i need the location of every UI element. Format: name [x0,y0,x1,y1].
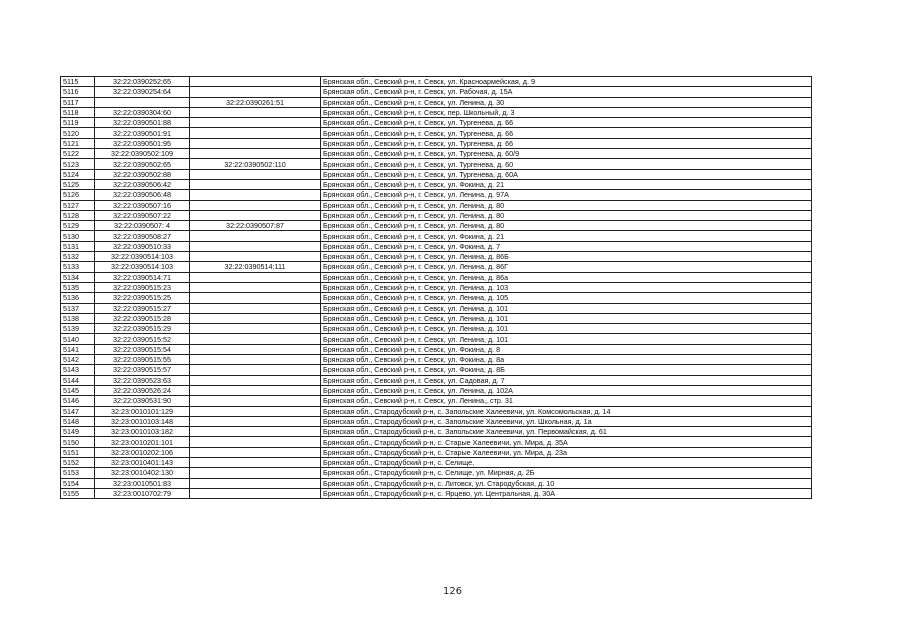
linked-cadastral-number-cell [190,200,321,210]
cadastral-number-cell: 32:22:0390506:42 [95,179,190,189]
cadastral-number-cell: 32:22:0390254:64 [95,87,190,97]
table-row [61,107,812,117]
linked-cadastral-number-cell [190,138,321,148]
address-cell: Брянская обл., Севский р-н, г. Севск, ул. Ленина, д. 102А [321,385,812,395]
address-cell: Брянская обл., Севский р-н, г. Севск, ул. Ленина, д. 86Б [321,252,812,262]
row-number-cell: 5148 [61,416,95,426]
table-row [61,262,812,272]
row-number-cell: 5121 [61,138,95,148]
address-cell: Брянская обл., Севский р-н, г. Севск, ул. Ленина, д. 101 [321,324,812,334]
cadastral-number-cell: 32:22:0390501:91 [95,128,190,138]
row-number-cell: 5138 [61,313,95,323]
address-cell: Брянская обл., Севский р-н, г. Севск, ул. Тургенева, д. 66 [321,118,812,128]
linked-cadastral-number-cell [190,272,321,282]
table-row [61,396,812,406]
row-number-cell: 5123 [61,159,95,169]
table-row [61,427,812,437]
table-row [61,303,812,313]
address-cell: Брянская обл., Севский р-н, г. Севск, ул. Фокина, д. 8Б [321,365,812,375]
row-number-cell: 5116 [61,87,95,97]
linked-cadastral-number-cell: 32:22:0390507:87 [190,221,321,231]
address-cell: Брянская обл., Стародубский р-н, с. Запольские Халеевичи, ул. Комсомольская, д. 14 [321,406,812,416]
table-row [61,334,812,344]
cadastral-number-cell: 32:22:0390514:103 [95,262,190,272]
row-number-cell: 5147 [61,406,95,416]
address-cell: Брянская обл., Севский р-н, г. Севск, пер. Школьный, д. 3 [321,107,812,117]
table-row [61,77,812,87]
row-number-cell: 5143 [61,365,95,375]
table-row [61,406,812,416]
linked-cadastral-number-cell [190,107,321,117]
linked-cadastral-number-cell [190,313,321,323]
cadastral-number-cell: 32:23:0010702:79 [95,488,190,498]
address-cell: Брянская обл., Севский р-н, г. Севск, ул. Ленина, д. 86а [321,272,812,282]
row-number-cell: 5118 [61,107,95,117]
table-row [61,179,812,189]
table-row [61,385,812,395]
cadastral-number-cell: 32:22:0390526:24 [95,385,190,395]
cadastral-number-cell: 32:22:0390515:28 [95,313,190,323]
address-cell: Брянская обл., Севский р-н, г. Севск, ул. Тургенева, д. 66 [321,128,812,138]
linked-cadastral-number-cell [190,416,321,426]
address-cell: Брянская обл., Севский р-н, г. Севск, ул. Красноармейская, д. 9 [321,77,812,87]
table-row [61,313,812,323]
table-row [61,231,812,241]
address-cell: Брянская обл., Стародубский р-н, с. Старые Халеевичи, ул. Мира, д. 23а [321,447,812,457]
address-cell: Брянская обл., Севский р-н, г. Севск, ул. Фокина, д. 21 [321,179,812,189]
cadastral-number-cell: 32:22:0390501:95 [95,138,190,148]
linked-cadastral-number-cell [190,468,321,478]
cadastral-number-cell [95,97,190,107]
cadastral-number-cell: 32:22:0390502:88 [95,169,190,179]
cadastral-number-cell: 32:22:0390523:63 [95,375,190,385]
row-number-cell: 5137 [61,303,95,313]
row-number-cell: 5152 [61,457,95,467]
linked-cadastral-number-cell [190,77,321,87]
linked-cadastral-number-cell [190,231,321,241]
address-cell: Брянская обл., Стародубский р-н, с. Запольские Халеевичи, ул. Школьная, д. 1а [321,416,812,426]
table-row [61,190,812,200]
linked-cadastral-number-cell [190,303,321,313]
row-number-cell: 5135 [61,282,95,292]
table-row [61,344,812,354]
linked-cadastral-number-cell [190,169,321,179]
address-cell: Брянская обл., Севский р-н, г. Севск, ул. Тургенева, д. 60А [321,169,812,179]
row-number-cell: 5146 [61,396,95,406]
address-cell: Брянская обл., Стародубский р-н, с. Селище, [321,457,812,467]
registry-table-body [61,77,812,499]
linked-cadastral-number-cell [190,457,321,467]
table-row [61,355,812,365]
row-number-cell: 5132 [61,252,95,262]
address-cell: Брянская обл., Севский р-н, г. Севск, ул. Ленина, д. 30 [321,97,812,107]
row-number-cell: 5149 [61,427,95,437]
row-number-cell: 5133 [61,262,95,272]
linked-cadastral-number-cell [190,437,321,447]
row-number-cell: 5141 [61,344,95,354]
cadastral-number-cell: 32:22:0390514:103 [95,252,190,262]
row-number-cell: 5134 [61,272,95,282]
row-number-cell: 5151 [61,447,95,457]
row-number-cell: 5126 [61,190,95,200]
cadastral-number-cell: 32:22:0390508:27 [95,231,190,241]
row-number-cell: 5127 [61,200,95,210]
linked-cadastral-number-cell [190,241,321,251]
cadastral-number-cell: 32:22:0390515:25 [95,293,190,303]
table-row [61,447,812,457]
cadastral-number-cell: 32:22:0390304:60 [95,107,190,117]
cadastral-number-cell: 32:22:0390510:33 [95,241,190,251]
linked-cadastral-number-cell [190,427,321,437]
linked-cadastral-number-cell [190,179,321,189]
address-cell: Брянская обл., Севский р-н, г. Севск, ул. Ленина, д. 80 [321,221,812,231]
table-row [61,416,812,426]
address-cell: Брянская обл., Севский р-н, г. Севск, ул. Ленина, д. 101 [321,303,812,313]
table-row [61,437,812,447]
cadastral-number-cell: 32:22:0390507:22 [95,210,190,220]
address-cell: Брянская обл., Стародубский р-н, с. Ярцево, ул. Центральная, д. 30А [321,488,812,498]
cadastral-number-cell: 32:22:0390502:65 [95,159,190,169]
address-cell: Брянская обл., Севский р-н, г. Севск, ул. Садовая, д. 7 [321,375,812,385]
table-row [61,149,812,159]
table-row [61,365,812,375]
cadastral-number-cell: 32:22:0390252:65 [95,77,190,87]
address-cell: Брянская обл., Севский р-н, г. Севск, ул. Фокина, д. 7 [321,241,812,251]
address-cell: Брянская обл., Севский р-н, г. Севск, ул. Ленина, д. 80 [321,210,812,220]
linked-cadastral-number-cell: 32:22:0390502:110 [190,159,321,169]
row-number-cell: 5115 [61,77,95,87]
address-cell: Брянская обл., Севский р-н, г. Севск, ул. Фокина, д. 21 [321,231,812,241]
address-cell: Брянская обл., Севский р-н, г. Севск, ул. Тургенева, д. 60 [321,159,812,169]
cadastral-number-cell: 32:22:0390515:52 [95,334,190,344]
row-number-cell: 5136 [61,293,95,303]
cadastral-number-cell: 32:23:0010402:130 [95,468,190,478]
row-number-cell: 5128 [61,210,95,220]
linked-cadastral-number-cell [190,406,321,416]
cadastral-number-cell: 32:22:0390514:71 [95,272,190,282]
linked-cadastral-number-cell [190,282,321,292]
address-cell: Брянская обл., Севский р-н, г. Севск, ул. Ленина,, стр. 31 [321,396,812,406]
linked-cadastral-number-cell [190,128,321,138]
table-row [61,252,812,262]
address-cell: Брянская обл., Севский р-н, г. Севск, ул. Ленина, д. 101 [321,313,812,323]
table-row [61,169,812,179]
table-row [61,87,812,97]
address-cell: Брянская обл., Севский р-н, г. Севск, ул. Ленина, д. 80 [321,200,812,210]
row-number-cell: 5119 [61,118,95,128]
table-row [61,241,812,251]
registry-table [60,76,812,499]
table-row [61,324,812,334]
cadastral-number-cell: 32:23:0010103:182 [95,427,190,437]
linked-cadastral-number-cell [190,324,321,334]
table-row [61,457,812,467]
row-number-cell: 5150 [61,437,95,447]
row-number-cell: 5130 [61,231,95,241]
cadastral-number-cell: 32:22:0390515:29 [95,324,190,334]
linked-cadastral-number-cell: 32:22:0390261:51 [190,97,321,107]
row-number-cell: 5125 [61,179,95,189]
address-cell: Брянская обл., Севский р-н, г. Севск, ул. Ленина, д. 86Г [321,262,812,272]
cadastral-number-cell: 32:23:0010202:106 [95,447,190,457]
row-number-cell: 5140 [61,334,95,344]
cadastral-number-cell: 32:22:0390515:54 [95,344,190,354]
table-row [61,118,812,128]
cadastral-number-cell: 32:22:0390515:27 [95,303,190,313]
row-number-cell: 5139 [61,324,95,334]
cadastral-number-cell: 32:22:0390515:57 [95,365,190,375]
page-number: 126 [442,586,463,597]
address-cell: Брянская обл., Севский р-н, г. Севск, ул. Фокина, д. 8а [321,355,812,365]
cadastral-number-cell: 32:22:0390531:90 [95,396,190,406]
table-row [61,468,812,478]
linked-cadastral-number-cell [190,375,321,385]
table-row [61,97,812,107]
row-number-cell: 5145 [61,385,95,395]
linked-cadastral-number-cell [190,252,321,262]
table-row [61,488,812,498]
cadastral-number-cell: 32:23:0010401:143 [95,457,190,467]
linked-cadastral-number-cell [190,355,321,365]
row-number-cell: 5120 [61,128,95,138]
table-row [61,159,812,169]
address-cell: Брянская обл., Севский р-н, г. Севск, ул. Рабочая, д. 15А [321,87,812,97]
address-cell: Брянская обл., Севский р-н, г. Севск, ул. Ленина, д. 101 [321,334,812,344]
table-row [61,200,812,210]
table-row [61,138,812,148]
linked-cadastral-number-cell [190,118,321,128]
address-cell: Брянская обл., Стародубский р-н, с. Селище, ул. Мирная, д. 2Б [321,468,812,478]
cadastral-number-cell: 32:23:0010501:83 [95,478,190,488]
row-number-cell: 5124 [61,169,95,179]
linked-cadastral-number-cell [190,365,321,375]
table-row [61,221,812,231]
linked-cadastral-number-cell [190,478,321,488]
linked-cadastral-number-cell [190,396,321,406]
row-number-cell: 5153 [61,468,95,478]
row-number-cell: 5129 [61,221,95,231]
row-number-cell: 5131 [61,241,95,251]
address-cell: Брянская обл., Севский р-н, г. Севск, ул. Ленина, д. 97А [321,190,812,200]
table-row [61,293,812,303]
linked-cadastral-number-cell [190,210,321,220]
address-cell: Брянская обл., Стародубский р-н, с. Запольские Халеевичи, ул. Первомайская, д. 61 [321,427,812,437]
linked-cadastral-number-cell [190,87,321,97]
cadastral-number-cell: 32:22:0390515:55 [95,355,190,365]
linked-cadastral-number-cell: 32:22:0390514:111 [190,262,321,272]
row-number-cell: 5154 [61,478,95,488]
address-cell: Брянская обл., Севский р-н, г. Севск, ул. Ленина, д. 103 [321,282,812,292]
linked-cadastral-number-cell [190,385,321,395]
linked-cadastral-number-cell [190,149,321,159]
cadastral-number-cell: 32:22:0390507: 4 [95,221,190,231]
address-cell: Брянская обл., Севский р-н, г. Севск, ул. Тургенева, д. 66 [321,138,812,148]
table-row [61,210,812,220]
linked-cadastral-number-cell [190,344,321,354]
cadastral-number-cell: 32:23:0010103:148 [95,416,190,426]
table-row [61,375,812,385]
address-cell: Брянская обл., Севский р-н, г. Севск, ул. Ленина, д. 105 [321,293,812,303]
row-number-cell: 5142 [61,355,95,365]
table-row [61,478,812,488]
cadastral-number-cell: 32:22:0390506:48 [95,190,190,200]
linked-cadastral-number-cell [190,190,321,200]
cadastral-number-cell: 32:22:0390501:88 [95,118,190,128]
cadastral-number-cell: 32:22:0390502:109 [95,149,190,159]
cadastral-number-cell: 32:23:0010101:129 [95,406,190,416]
linked-cadastral-number-cell [190,293,321,303]
cadastral-number-cell: 32:23:0010201:101 [95,437,190,447]
row-number-cell: 5144 [61,375,95,385]
row-number-cell: 5155 [61,488,95,498]
table-row [61,282,812,292]
address-cell: Брянская обл., Стародубский р-н, с. Старые Халеевичи, ул. Мира, д. 35А [321,437,812,447]
linked-cadastral-number-cell [190,488,321,498]
row-number-cell: 5122 [61,149,95,159]
address-cell: Брянская обл., Севский р-н, г. Севск, ул. Фокина, д. 8 [321,344,812,354]
cadastral-number-cell: 32:22:0390515:23 [95,282,190,292]
address-cell: Брянская обл., Севский р-н, г. Севск, ул. Тургенева, д. 60/9 [321,149,812,159]
table-row [61,128,812,138]
address-cell: Брянская обл., Стародубский р-н, с. Литовск, ул. Стародубская, д. 10 [321,478,812,488]
cadastral-number-cell: 32:22:0390507:16 [95,200,190,210]
row-number-cell: 5117 [61,97,95,107]
table-row [61,272,812,282]
linked-cadastral-number-cell [190,447,321,457]
linked-cadastral-number-cell [190,334,321,344]
